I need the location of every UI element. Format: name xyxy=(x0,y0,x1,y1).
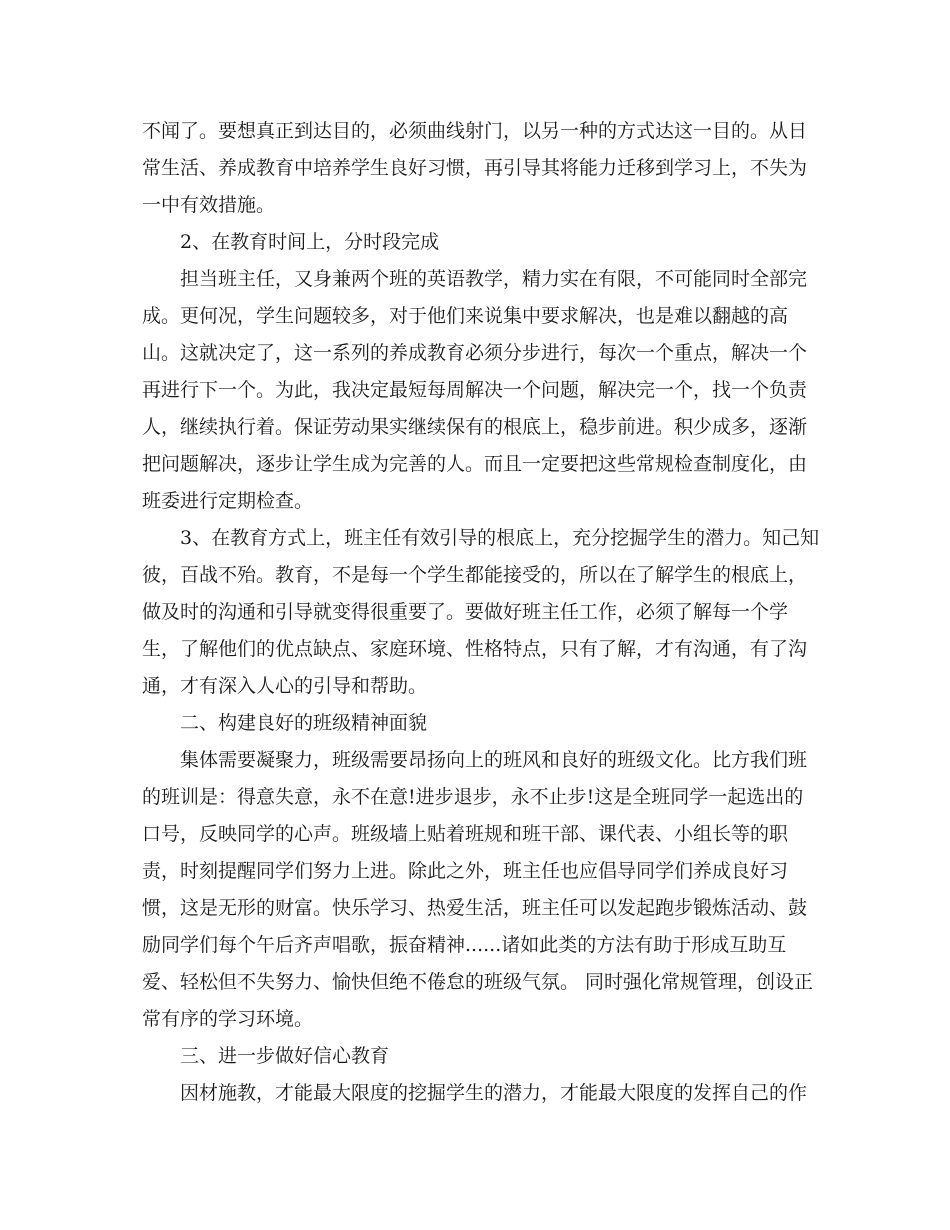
text-line: 的班训是：得意失意，永不在意!进步退步，永不止步!这是全班同学一起选出的 xyxy=(142,786,804,808)
text-line: 常生活、养成教育中培养学生良好习惯，再引导其将能力迁移到学习上，不失为 xyxy=(142,157,808,179)
text-line: 一中有效措施。 xyxy=(142,194,276,216)
text-line: 做及时的沟通和引导就变得很重要了。要做好班主任工作，必须了解每一个学 xyxy=(142,601,789,623)
text-line: 因材施教，才能最大限度的挖掘学生的潜力，才能最大限度的发挥自己的作 xyxy=(180,1082,808,1104)
text-line: 惯，这是无形的财富。快乐学习、热爱生活，班主任可以发起跑步锻炼活动、鼓 xyxy=(142,897,808,919)
text-line: 把问题解决，逐步让学生成为完善的人。而且一定要把这些常规检查制度化，由 xyxy=(142,453,808,475)
document-body xyxy=(142,113,820,1112)
text-line: 不闻了。要想真正到达目的，必须曲线射门，以另一种的方式达这一目的。从日 xyxy=(142,120,808,142)
text-line: 山。这就决定了，这一系列的养成教育必须分步进行，每次一个重点，解决一个 xyxy=(142,342,808,364)
text-line: 成。更何况，学生问题较多，对于他们来说集中要求解决，也是难以翻越的高 xyxy=(142,305,789,327)
text-line: 口号，反映同学的心声。班级墙上贴着班规和班干部、课代表、小组长等的职 xyxy=(142,823,789,845)
text-line: 集体需要凝聚力，班级需要昂扬向上的班风和良好的班级文化。比方我们班 xyxy=(180,749,808,771)
text-line: 再进行下一个。为此，我决定最短每周解决一个问题，解决完一个，找一个负责 xyxy=(142,379,808,401)
text-line: 人，继续执行着。保证劳动果实继续保有的根底上，稳步前进。积少成多，逐渐 xyxy=(142,416,808,438)
text-line: 常有序的学习环境。 xyxy=(142,1008,314,1030)
text-line: 生，了解他们的优点缺点、家庭环境、性格特点，只有了解，才有沟通，有了沟 xyxy=(142,638,808,660)
text-line: 责，时刻提醒同学们努力上进。除此之外，班主任也应倡导同学们养成良好习 xyxy=(142,860,789,882)
text-line: 爱、轻松但不失努力、愉快但绝不倦怠的班级气氛。 同时强化常规管理，创设正 xyxy=(142,971,814,993)
section-heading: 二、构建良好的班级精神面貌 xyxy=(180,712,428,734)
text-line: 彼，百战不殆。教育，不是每一个学生都能接受的，所以在了解学生的根底上， xyxy=(142,564,808,586)
text-line: 励同学们每个午后齐声唱歌，振奋精神......诸如此类的方法有助于形成互助互 xyxy=(142,934,787,956)
text-line: 班委进行定期检查。 xyxy=(142,490,314,512)
text-line: 通，才有深入人心的引导和帮助。 xyxy=(142,675,428,697)
section-heading: 三、进一步做好信心教育 xyxy=(180,1045,390,1067)
text-line: 担当班主任，又身兼两个班的英语教学，精力实在有限，不可能同时全部完 xyxy=(180,268,808,290)
text-line: 3、在教育方式上，班主任有效引导的根底上，充分挖掘学生的潜力。知己知 xyxy=(180,527,820,549)
section-heading: 2、在教育时间上，分时段完成 xyxy=(180,231,440,253)
